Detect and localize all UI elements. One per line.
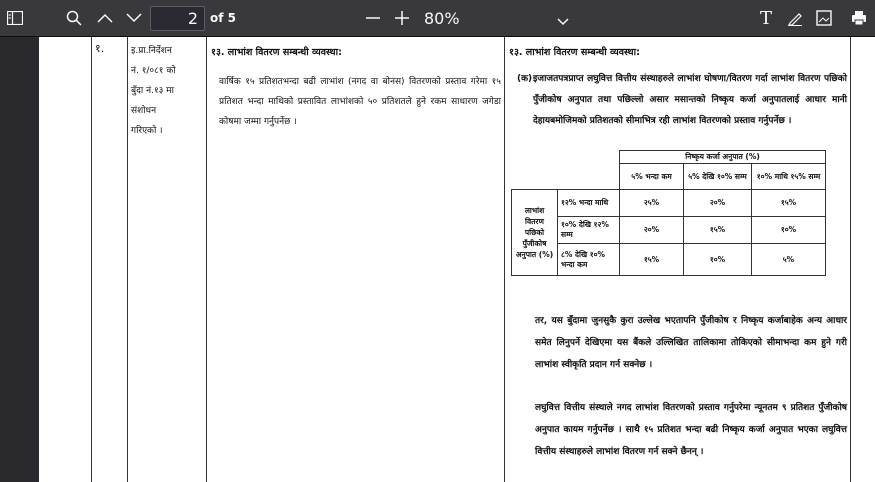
- reference-note: [131, 41, 201, 141]
- table-row-label: १०% देखि १२% सम्म: [558, 217, 620, 244]
- clause-label: (क): [517, 74, 533, 84]
- table-cell: २०%: [620, 217, 684, 244]
- reference-line: बुँदा नं.१३ मा: [131, 86, 174, 96]
- amended-clause-ka: [517, 69, 847, 132]
- table-col-header: १०% माथि १५% सम्म: [752, 164, 826, 190]
- table-cell: १५%: [684, 217, 752, 244]
- table-cell: २५%: [620, 190, 684, 217]
- table-cell: १५%: [620, 244, 684, 276]
- chevron-down-icon[interactable]: [557, 11, 569, 30]
- table-cell: २०%: [684, 190, 752, 217]
- reference-line: इ.प्रा.निर्देशन: [131, 46, 172, 56]
- zoom-out-icon[interactable]: [362, 7, 384, 29]
- table-cell: १०%: [752, 217, 826, 244]
- table-cell: ५%: [752, 244, 826, 276]
- amended-cash-dividend-paragraph: लघुवित्त वित्तीय संस्थाले नगद लाभांश वितरणको प्रस्ताव गर्नुपरेमा न्यूनतम ९ प्रतिशत पुँजीकोष अनुपात कायम गर्नुपर्नेछ । साथै १५ प्रतिशत भन्दा बढी निष्कृय कर्जा अनुपात भएका लघुवित्त वित्तीय संस्थाहरुले लाभांश वितरण गर्न सक्ने छैनन् ।: [535, 403, 847, 457]
- page-count-label: of 5: [210, 11, 236, 25]
- clause-text: इजाजतपत्रप्राप्त लघुवित्त वित्तीय संस्थाहरुले लाभांश घोषणा/वितरण गर्दा लाभांश वितरण पछिको पुँजीकोष अनुपात तथा पछिल्लो असार मसान्तको निष्कृय कर्जा अनुपातलाई आधार मानी देहायबमोजिमको प्रतिशतको सीमाभित्र रही लाभांश वितरणको प्रस्ताव गर्नुपर्नेछ ।: [533, 74, 847, 126]
- existing-provision-heading: १३. लाभांश वितरण सम्बन्धी व्यवस्था:: [211, 47, 342, 58]
- table-col-header: ५% भन्दा कम: [620, 164, 684, 190]
- table-header-top: निष्कृय कर्जा अनुपात (%): [620, 151, 826, 164]
- zoom-value: 80%: [424, 9, 460, 28]
- pdf-toolbar: [0, 0, 875, 37]
- image-icon[interactable]: [813, 7, 835, 29]
- text-tool-icon[interactable]: T: [759, 7, 772, 29]
- existing-provision-body: वार्षिक १५ प्रतिशतभन्दा बढी लाभांश (नगद वा बोनस) वितरणको प्रस्ताव गरेमा १५ प्रतिशत भन्दा माथिको प्रस्तावित लाभांशको ५० प्रतिशतले हुने रकम साधारण जगेडा कोषमा जम्मा गर्नुपर्नेछ ।: [219, 77, 501, 127]
- page-number-input[interactable]: [150, 6, 205, 31]
- table-cell: १५%: [752, 190, 826, 217]
- print-icon[interactable]: [848, 7, 870, 29]
- amended-proviso-paragraph: तर, यस बुँदामा जुनसुकै कुरा उल्लेख भएतापनि पुँजीकोष र निष्कृय कर्जाबाहेक अन्य आधार समेत लिनुपर्ने देखिएमा यस बैंकले उल्लिखित तालिकामा तोकिएको सीमाभन्दा कम हुने गरी लाभांश स्वीकृति प्रदान गर्न सक्नेछ ।: [535, 316, 847, 370]
- table-row-label: १२% भन्दा माथि: [558, 190, 620, 217]
- zoom-select[interactable]: [420, 6, 580, 31]
- pdf-page: [39, 37, 875, 482]
- next-page-icon[interactable]: [123, 7, 145, 29]
- previous-page-icon[interactable]: [94, 7, 116, 29]
- draw-icon[interactable]: [784, 7, 806, 29]
- amended-provision-heading: १३. लाभांश वितरण सम्बन्धी व्यवस्था:: [509, 47, 640, 58]
- document-viewer[interactable]: [0, 37, 875, 482]
- sidebar-toggle-icon[interactable]: [4, 7, 26, 29]
- table-cell: १०%: [684, 244, 752, 276]
- table-row-group-label: लाभांश वितरण पछिको पुँजीकोष अनुपात (%): [512, 190, 558, 276]
- reference-line: गरिएको ।: [131, 126, 163, 136]
- dividend-ratio-table: [511, 150, 826, 276]
- zoom-in-icon[interactable]: [391, 7, 413, 29]
- reference-line: नं. १/०८१ को: [131, 66, 176, 76]
- serial-number: १.: [95, 42, 105, 55]
- table-row-label: ८% देखि १०% भन्दा कम: [558, 244, 620, 276]
- table-col-header: ५% देखि १०% सम्म: [684, 164, 752, 190]
- reference-line: संशोधन: [131, 106, 157, 116]
- search-icon[interactable]: [63, 7, 85, 29]
